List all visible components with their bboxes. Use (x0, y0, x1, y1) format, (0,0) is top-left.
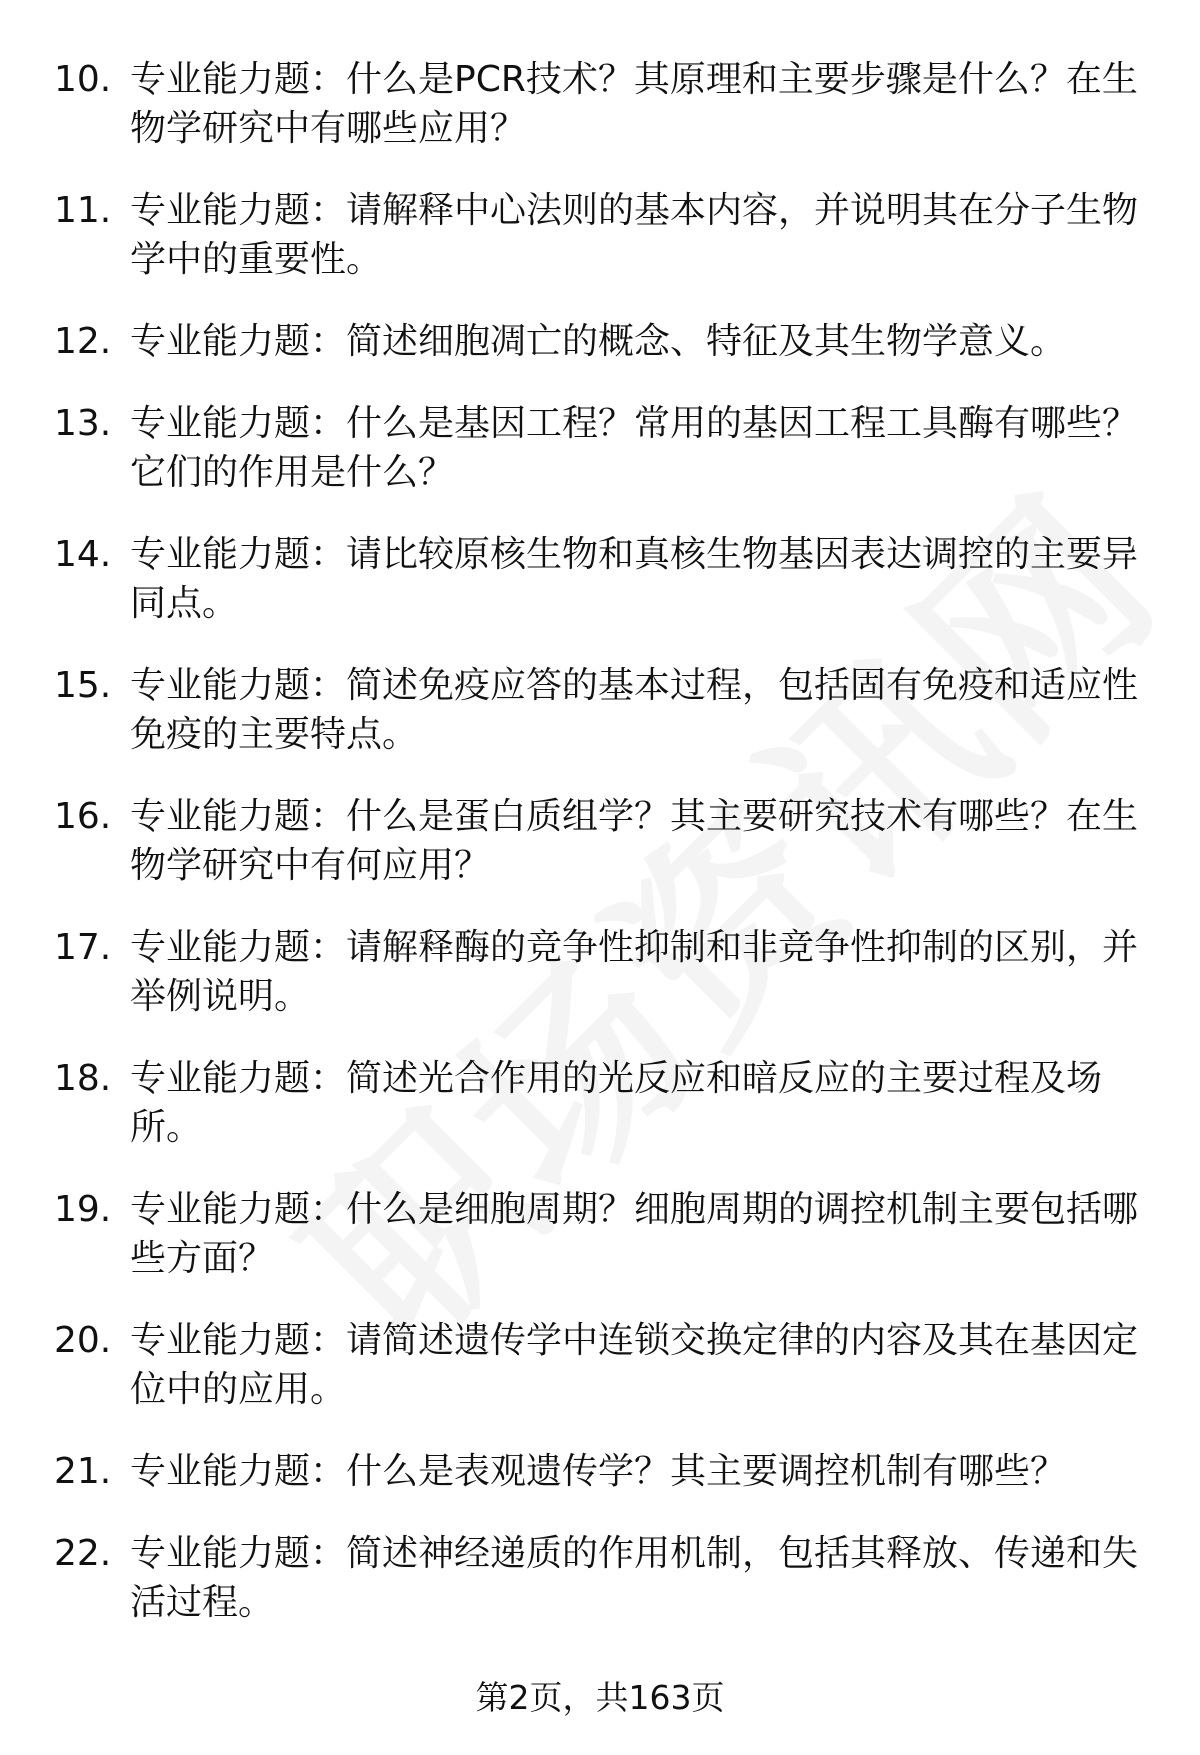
question-number: 15. (54, 665, 112, 706)
question-list (0, 55, 1200, 1660)
question-number: 17. (54, 927, 112, 968)
question-number: 21. (54, 1451, 112, 1492)
question-number: 13. (54, 403, 112, 444)
page-number: 第2页，共163页 (475, 1678, 725, 1717)
question-item (0, 1185, 1200, 1283)
question-number: 22. (54, 1533, 112, 1574)
question-text: 专业能力题：请简述遗传学中连锁交换定律的内容及其在基因定位中的应用。 (130, 1320, 1139, 1410)
question-item (0, 792, 1200, 890)
question-number: 12. (54, 321, 112, 362)
question-item (0, 317, 1200, 366)
question-text: 专业能力题：简述细胞凋亡的概念、特征及其生物学意义。 (130, 321, 1067, 362)
question-number: 20. (54, 1320, 112, 1361)
question-item (0, 530, 1200, 628)
question-item (0, 1054, 1200, 1152)
question-text: 专业能力题：请比较原核生物和真核生物基因表达调控的主要异同点。 (130, 534, 1139, 624)
question-item (0, 661, 1200, 759)
question-number: 11. (54, 190, 112, 231)
question-item (0, 923, 1200, 1021)
question-item (0, 55, 1200, 153)
question-number: 19. (54, 1189, 112, 1230)
question-text: 专业能力题：简述神经递质的作用机制，包括其释放、传递和失活过程。 (130, 1533, 1139, 1623)
question-number: 14. (54, 534, 112, 575)
question-item (0, 1316, 1200, 1414)
question-item (0, 1447, 1200, 1496)
question-text: 专业能力题：什么是蛋白质组学？其主要研究技术有哪些？在生物学研究中有何应用？ (130, 796, 1139, 886)
question-number: 10. (54, 59, 112, 100)
question-text: 专业能力题：什么是表观遗传学？其主要调控机制有哪些？ (130, 1451, 1067, 1492)
question-number: 18. (54, 1058, 112, 1099)
question-item (0, 399, 1200, 497)
page-footer (0, 1678, 1200, 1718)
question-text: 专业能力题：简述光合作用的光反应和暗反应的主要过程及场所。 (130, 1058, 1103, 1148)
question-text: 专业能力题：什么是细胞周期？细胞周期的调控机制主要包括哪些方面？ (130, 1189, 1139, 1279)
question-text: 专业能力题：什么是基因工程？常用的基因工程工具酶有哪些？它们的作用是什么？ (130, 403, 1139, 493)
question-text: 专业能力题：什么是PCR技术？其原理和主要步骤是什么？在生物学研究中有哪些应用？ (130, 59, 1138, 149)
question-item (0, 1529, 1200, 1627)
question-text: 专业能力题：请解释酶的竞争性抑制和非竞争性抑制的区别，并举例说明。 (130, 927, 1139, 1017)
question-number: 16. (54, 796, 112, 837)
question-text: 专业能力题：简述免疫应答的基本过程，包括固有免疫和适应性免疫的主要特点。 (130, 665, 1139, 755)
question-item (0, 186, 1200, 284)
question-text: 专业能力题：请解释中心法则的基本内容，并说明其在分子生物学中的重要性。 (130, 190, 1139, 280)
